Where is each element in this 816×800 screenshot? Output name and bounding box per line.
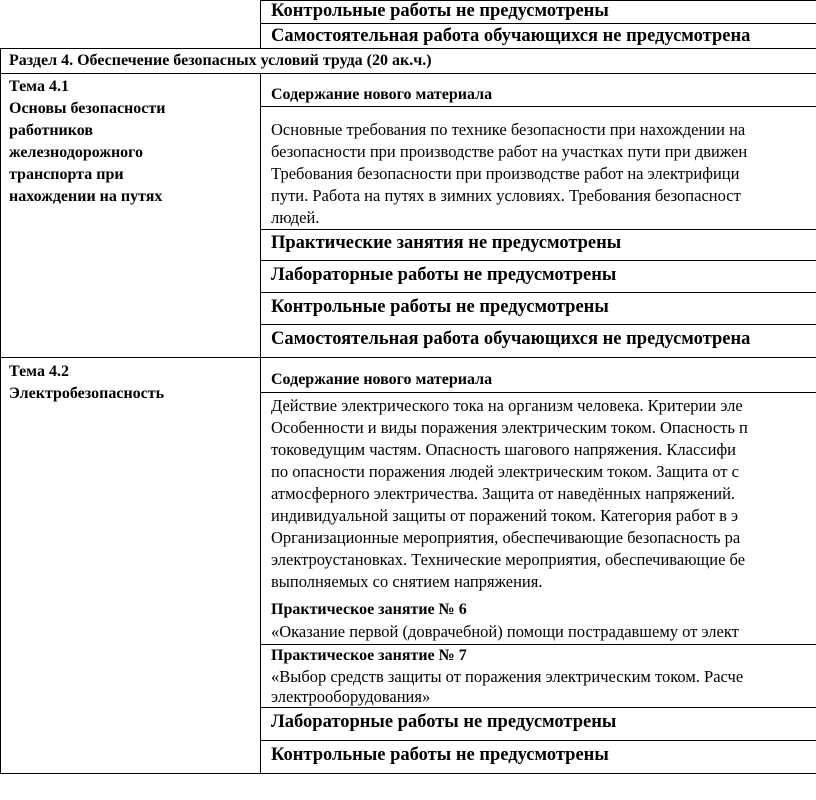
practical-7-description: электрооборудования» [271, 687, 431, 706]
row-divider [260, 106, 816, 107]
practical-7-title: Практическое занятие № 7 [271, 647, 467, 664]
topic-title-line: транспорта при [9, 166, 124, 183]
control-row: Контрольные работы не предусмотрены [271, 297, 609, 317]
content-line: безопасности при производстве работ на участках пути при движен [271, 142, 748, 161]
content-line: индивидуальной защиты от поражений током. Категория работ в э [271, 506, 739, 525]
content-line: людей. [271, 208, 320, 227]
practical-row: Практические занятия не предусмотрены [271, 233, 622, 253]
content-line: Особенности и виды поражения электрическим током. Опасность п [271, 418, 748, 437]
row-divider [0, 48, 816, 49]
content-line: Требования безопасности при производстве работ на электрифици [271, 164, 740, 183]
control-row: Контрольные работы не предусмотрены [271, 745, 609, 765]
content-line: Организационные мероприятия, обеспечивающие безопасность ра [271, 528, 741, 547]
content-line: токоведущим частям. Опасность шагового напряжения. Классифи [271, 440, 736, 459]
row-divider [260, 229, 816, 230]
content-line: атмосферного электричества. Защита от наведённых напряжений. [271, 484, 736, 503]
table-border-left [0, 48, 1, 774]
practical-6-description: «Оказание первой (доврачебной) помощи пострадавшему от элект [271, 622, 739, 641]
column-divider [260, 73, 261, 774]
content-line: Действие электрического тока на организм человека. Критерии эле [271, 396, 743, 415]
row-divider [0, 73, 816, 74]
selfwork-row: Самостоятельная работа обучающихся не предусмотрена [271, 329, 751, 349]
section-title: Раздел 4. Обеспечение безопасных условий труда (20 ак.ч.) [9, 52, 432, 69]
content-line: Основные требования по технике безопасности при нахождении на [271, 120, 746, 139]
row-divider [0, 357, 816, 358]
row-divider [260, 23, 816, 24]
lab-row: Лабораторные работы не предусмотрены [271, 712, 617, 732]
content-line: по опасности поражения людей электрическим током. Защита от с [271, 462, 739, 481]
row-divider [260, 740, 816, 741]
row-divider [260, 392, 816, 393]
content-line: выполняемых со снятием напряжения. [271, 572, 543, 591]
topic-number: Тема 4.2 [9, 363, 69, 380]
column-divider [260, 0, 261, 49]
table-border-bottom [0, 773, 816, 774]
topic-title-line: Основы безопасности [9, 100, 166, 117]
topic-title-line: железнодорожного [9, 144, 144, 161]
lab-row: Лабораторные работы не предусмотрены [271, 265, 617, 285]
top-selfwork-row: Самостоятельная работа обучающихся не предусмотрена [271, 26, 751, 46]
content-heading: Содержание нового материала [271, 371, 493, 388]
content-line: пути. Работа на путях в зимних условиях. Требования безопасност [271, 186, 741, 205]
row-divider [260, 324, 816, 325]
practical-6-title: Практическое занятие № 6 [271, 601, 467, 618]
practical-7-description: «Выбор средств защиты от поражения электрическим током. Расче [271, 667, 744, 686]
topic-title-line: работников [9, 122, 94, 139]
topic-title-line: нахождении на путях [9, 188, 163, 205]
row-divider [260, 260, 816, 261]
topic-title: Электробезопасность [9, 385, 165, 402]
top-control-row: Контрольные работы не предусмотрены [271, 1, 609, 21]
content-line: электроустановках. Технические мероприятия, обеспечивающие бе [271, 550, 746, 569]
row-divider [260, 292, 816, 293]
content-heading: Содержание нового материала [271, 86, 493, 103]
row-divider [260, 644, 816, 645]
topic-number: Тема 4.1 [9, 78, 69, 95]
